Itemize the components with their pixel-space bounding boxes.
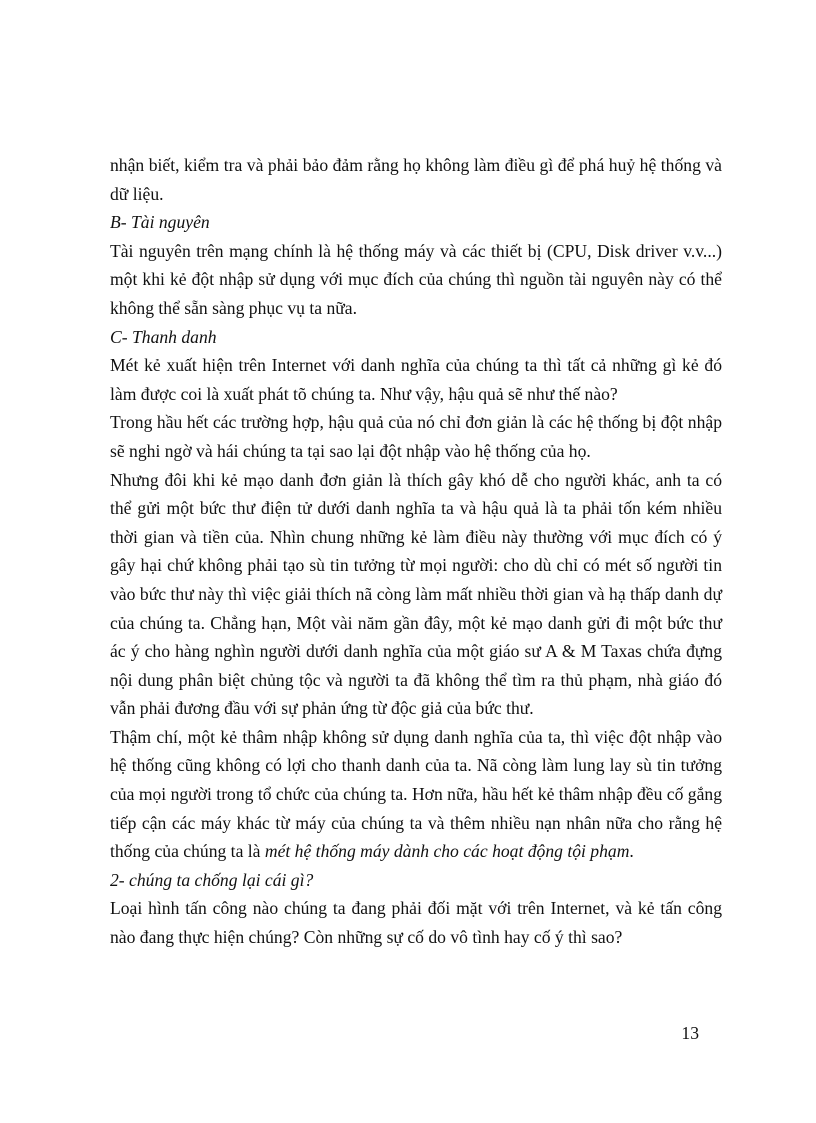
page-number: 13 [681,1023,699,1043]
paragraph-text: Loại hình tấn công nào chúng ta đang phải đối mặt với trên Internet, và kẻ tấn công nào đang thực hiện chúng? Còn những sự cố do vô tình hay cố ý thì sao? [110,898,722,948]
paragraph-text: Mét kẻ xuất hiện trên Internet với danh nghĩa của chúng ta thì tất cả những gì kẻ đó làm được coi là xuất phát tõ chúng ta. Như vậy, hậu quả sẽ như thế nào? [110,355,722,404]
heading-text: 2- chúng ta chống lại cái gì? [110,869,314,890]
paragraph-text: Thậm chí, một kẻ thâm nhập không sử dụng danh nghĩa của ta, thì việc đột nhập vào hệ thống cũng không có lợi cho thanh danh của ta. Nã còng làm lung lay sù tin tưởng của mọi người trong tổ chức của chúng ta. Hơn nữa, hầu hết kẻ thâm nhập đều cố gắng tiếp cận các máy khác từ máy của chúng ta và thêm nhiều nạn nhân nữa cho rằng hệ thống của chúng ta là [110,726,722,862]
heading-text: B- Tài nguyên [110,212,210,233]
paragraph-text: Trong hầu hết các trường hợp, hậu quả của nó chỉ đơn giản là các hệ thống bị đột nhập sẽ nghi ngờ và hái chúng ta tại sao lại đột nhập vào hệ thống của họ. [110,412,722,461]
paragraph-reputation-2 [110,408,722,465]
paragraph-reputation-1 [110,351,722,408]
section-heading-threats [110,866,722,895]
paragraph-threats [110,894,722,951]
section-heading-resources [110,208,722,237]
paragraph-reputation-4 [110,723,722,866]
paragraph-reputation-3 [110,466,722,723]
paragraph-text: Tài nguyên trên mạng chính là hệ thống máy và các thiết bị (CPU, Disk driver v.v...) một khi kẻ đột nhập sử dụng với mục đích của chúng thì nguồn tài nguyên này có thể không thể sẵn sàng phục vụ ta nữa. [110,240,722,318]
section-heading-reputation [110,323,722,352]
page-body [110,151,722,952]
paragraph-resources [110,237,722,323]
paragraph-text: Nhưng đôi khi kẻ mạo danh đơn giản là thích gây khó dễ cho người khác, anh ta có thể gửi một bức thư điện tử dưới danh nghĩa ta và hậu quả là ta phải tốn kém nhiều thời gian và tiền của. Nhìn chung những kẻ làm điều này thường với mục đích có ý gây hại chứ không phải tạo sù tin tưởng từ mọi người: cho dù chỉ có mét số người tin vào bức thư này thì việc giải thích nã còng làm mất nhiều thời gian và hạ thấp danh dự của chúng ta. Chẳng hạn, Một vài năm gần đây, một kẻ mạo danh gửi đi một bức thư ác ý cho hàng nghìn người dưới danh nghĩa của một giáo sư A & M Taxas chứa đựng nội dung phân biệt chủng tộc và người ta đã không thể tìm ra thủ phạm, nhà giáo đó vẫn phải đương đầu với sự phản ứng từ độc giả của bức thư. [110,469,722,719]
heading-text: C- Thanh danh [110,326,217,347]
paragraph-italic-text: mét hệ thống máy dành cho các hoạt động tội phạm [264,841,630,862]
paragraph-tail-text: . [629,841,634,862]
paragraph-continuation [110,151,722,208]
paragraph-text: nhận biết, kiểm tra và phải bảo đảm rằng họ không làm điều gì để phá huỷ hệ thống và dữ liệu. [110,155,722,204]
